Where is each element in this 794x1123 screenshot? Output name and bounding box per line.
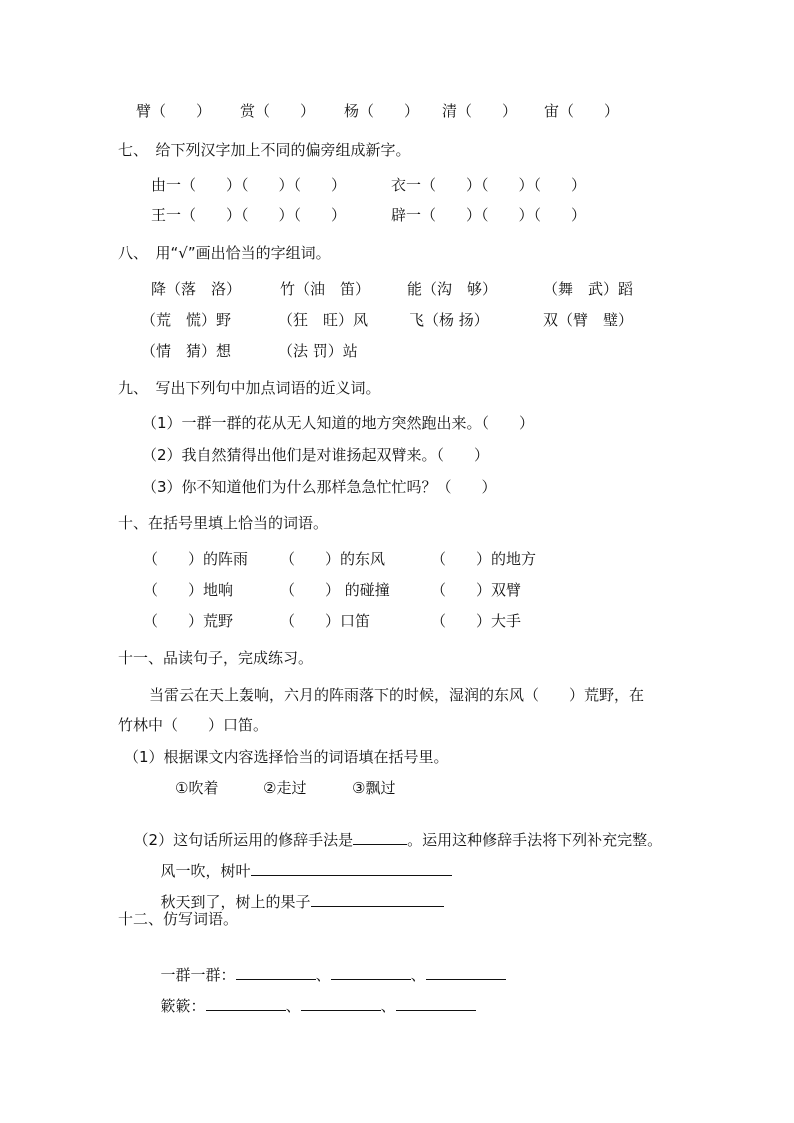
separator: 、 <box>285 997 301 1015</box>
choice-item: （情 猜）想 <box>141 342 232 360</box>
section-11-title: 十一、品读句子，完成练习。 <box>118 649 314 667</box>
choice-item: 双（臂 璧） <box>543 311 634 329</box>
separator: 、 <box>315 966 331 984</box>
choice-item: （狂 旺）风 <box>278 311 369 329</box>
bracket-item: 赏（ ） <box>240 102 316 120</box>
radical-row: 辟一（ ）（ ）（ ） <box>391 206 587 224</box>
choice-item: （舞 武）蹈 <box>543 280 634 298</box>
question: （3）你不知道他们为什么那样急急忙忙吗？（ ） <box>142 478 497 496</box>
question-text: （2）这句话所运用的修辞手法是 <box>133 831 354 849</box>
separator: 、 <box>380 997 396 1015</box>
fill-item: （ ）口笛 <box>280 612 371 630</box>
answer-blank[interactable] <box>396 996 476 1011</box>
section-9-title: 九、 写出下列句中加点词语的近义词。 <box>118 379 381 397</box>
choice-item: （荒 慌）野 <box>141 311 232 329</box>
radical-row: 衣一（ ）（ ）（ ） <box>391 176 587 194</box>
fill-item: （ ）荒野 <box>143 612 234 630</box>
answer-blank[interactable] <box>206 996 286 1011</box>
imitation-prompt: 一群一群： <box>160 966 236 984</box>
fill-item: （ ）的阵雨 <box>143 550 249 568</box>
choice-item: 飞（杨 扬） <box>409 311 489 329</box>
imitation-prompt: 簌簌： <box>160 997 206 1015</box>
fill-item: （ ）双臂 <box>431 581 522 599</box>
fill-item: （ ） 的碰撞 <box>280 581 390 599</box>
choice-item: （法 罚）站 <box>278 342 358 360</box>
fill-line <box>151 872 444 912</box>
imitation-line <box>151 976 476 1016</box>
bracket-item: 清（ ） <box>442 102 518 120</box>
fill-item: （ ）的东风 <box>280 550 386 568</box>
option: ②走过 <box>263 779 307 797</box>
section-8-title: 八、 用“√”画出恰当的字组词。 <box>118 244 331 262</box>
choice-item: 竹（油 笛） <box>280 280 371 298</box>
section-7-title: 七、 给下列汉字加上不同的偏旁组成新字。 <box>118 141 411 159</box>
choice-item: 能（沟 够） <box>407 280 498 298</box>
passage-line: 竹林中（ ）口笛。 <box>118 716 269 734</box>
option: ③飘过 <box>352 779 396 797</box>
bracket-item: 臂（ ） <box>136 102 212 120</box>
radical-row: 王一（ ）（ ）（ ） <box>151 206 347 224</box>
separator: 、 <box>410 966 426 984</box>
question: （2）我自然猜得出他们是对谁扬起双臂来。（ ） <box>142 446 490 464</box>
option: ①吹着 <box>175 779 219 797</box>
fill-prompt: 秋天到了，树上的果子 <box>160 893 311 911</box>
bracket-item: 宙（ ） <box>544 102 620 120</box>
passage-line: 当雷云在天上轰响，六月的阵雨落下的时候，湿润的东风（ ）荒野，在 <box>149 686 645 704</box>
fill-item: （ ）的地方 <box>431 550 537 568</box>
bracket-item: 杨（ ） <box>344 102 420 120</box>
question: （1）根据课文内容选择恰当的词语填在括号里。 <box>124 748 449 766</box>
fill-prompt: 风一吹，树叶 <box>160 862 251 880</box>
choice-item: 降（落 洛） <box>151 280 242 298</box>
answer-blank[interactable] <box>311 892 444 907</box>
question-text: 。运用这种修辞手法将下列补充完整。 <box>407 831 663 849</box>
section-10-title: 十、在括号里填上恰当的词语。 <box>118 514 329 532</box>
question: （1）一群一群的花从无人知道的地方突然跑出来。（ ） <box>142 414 535 432</box>
answer-blank[interactable] <box>301 996 381 1011</box>
fill-item: （ ）大手 <box>431 612 522 630</box>
fill-item: （ ）地响 <box>143 581 234 599</box>
section-12-title: 十二、仿写词语。 <box>118 910 239 928</box>
radical-row: 由一（ ）（ ）（ ） <box>151 176 347 194</box>
